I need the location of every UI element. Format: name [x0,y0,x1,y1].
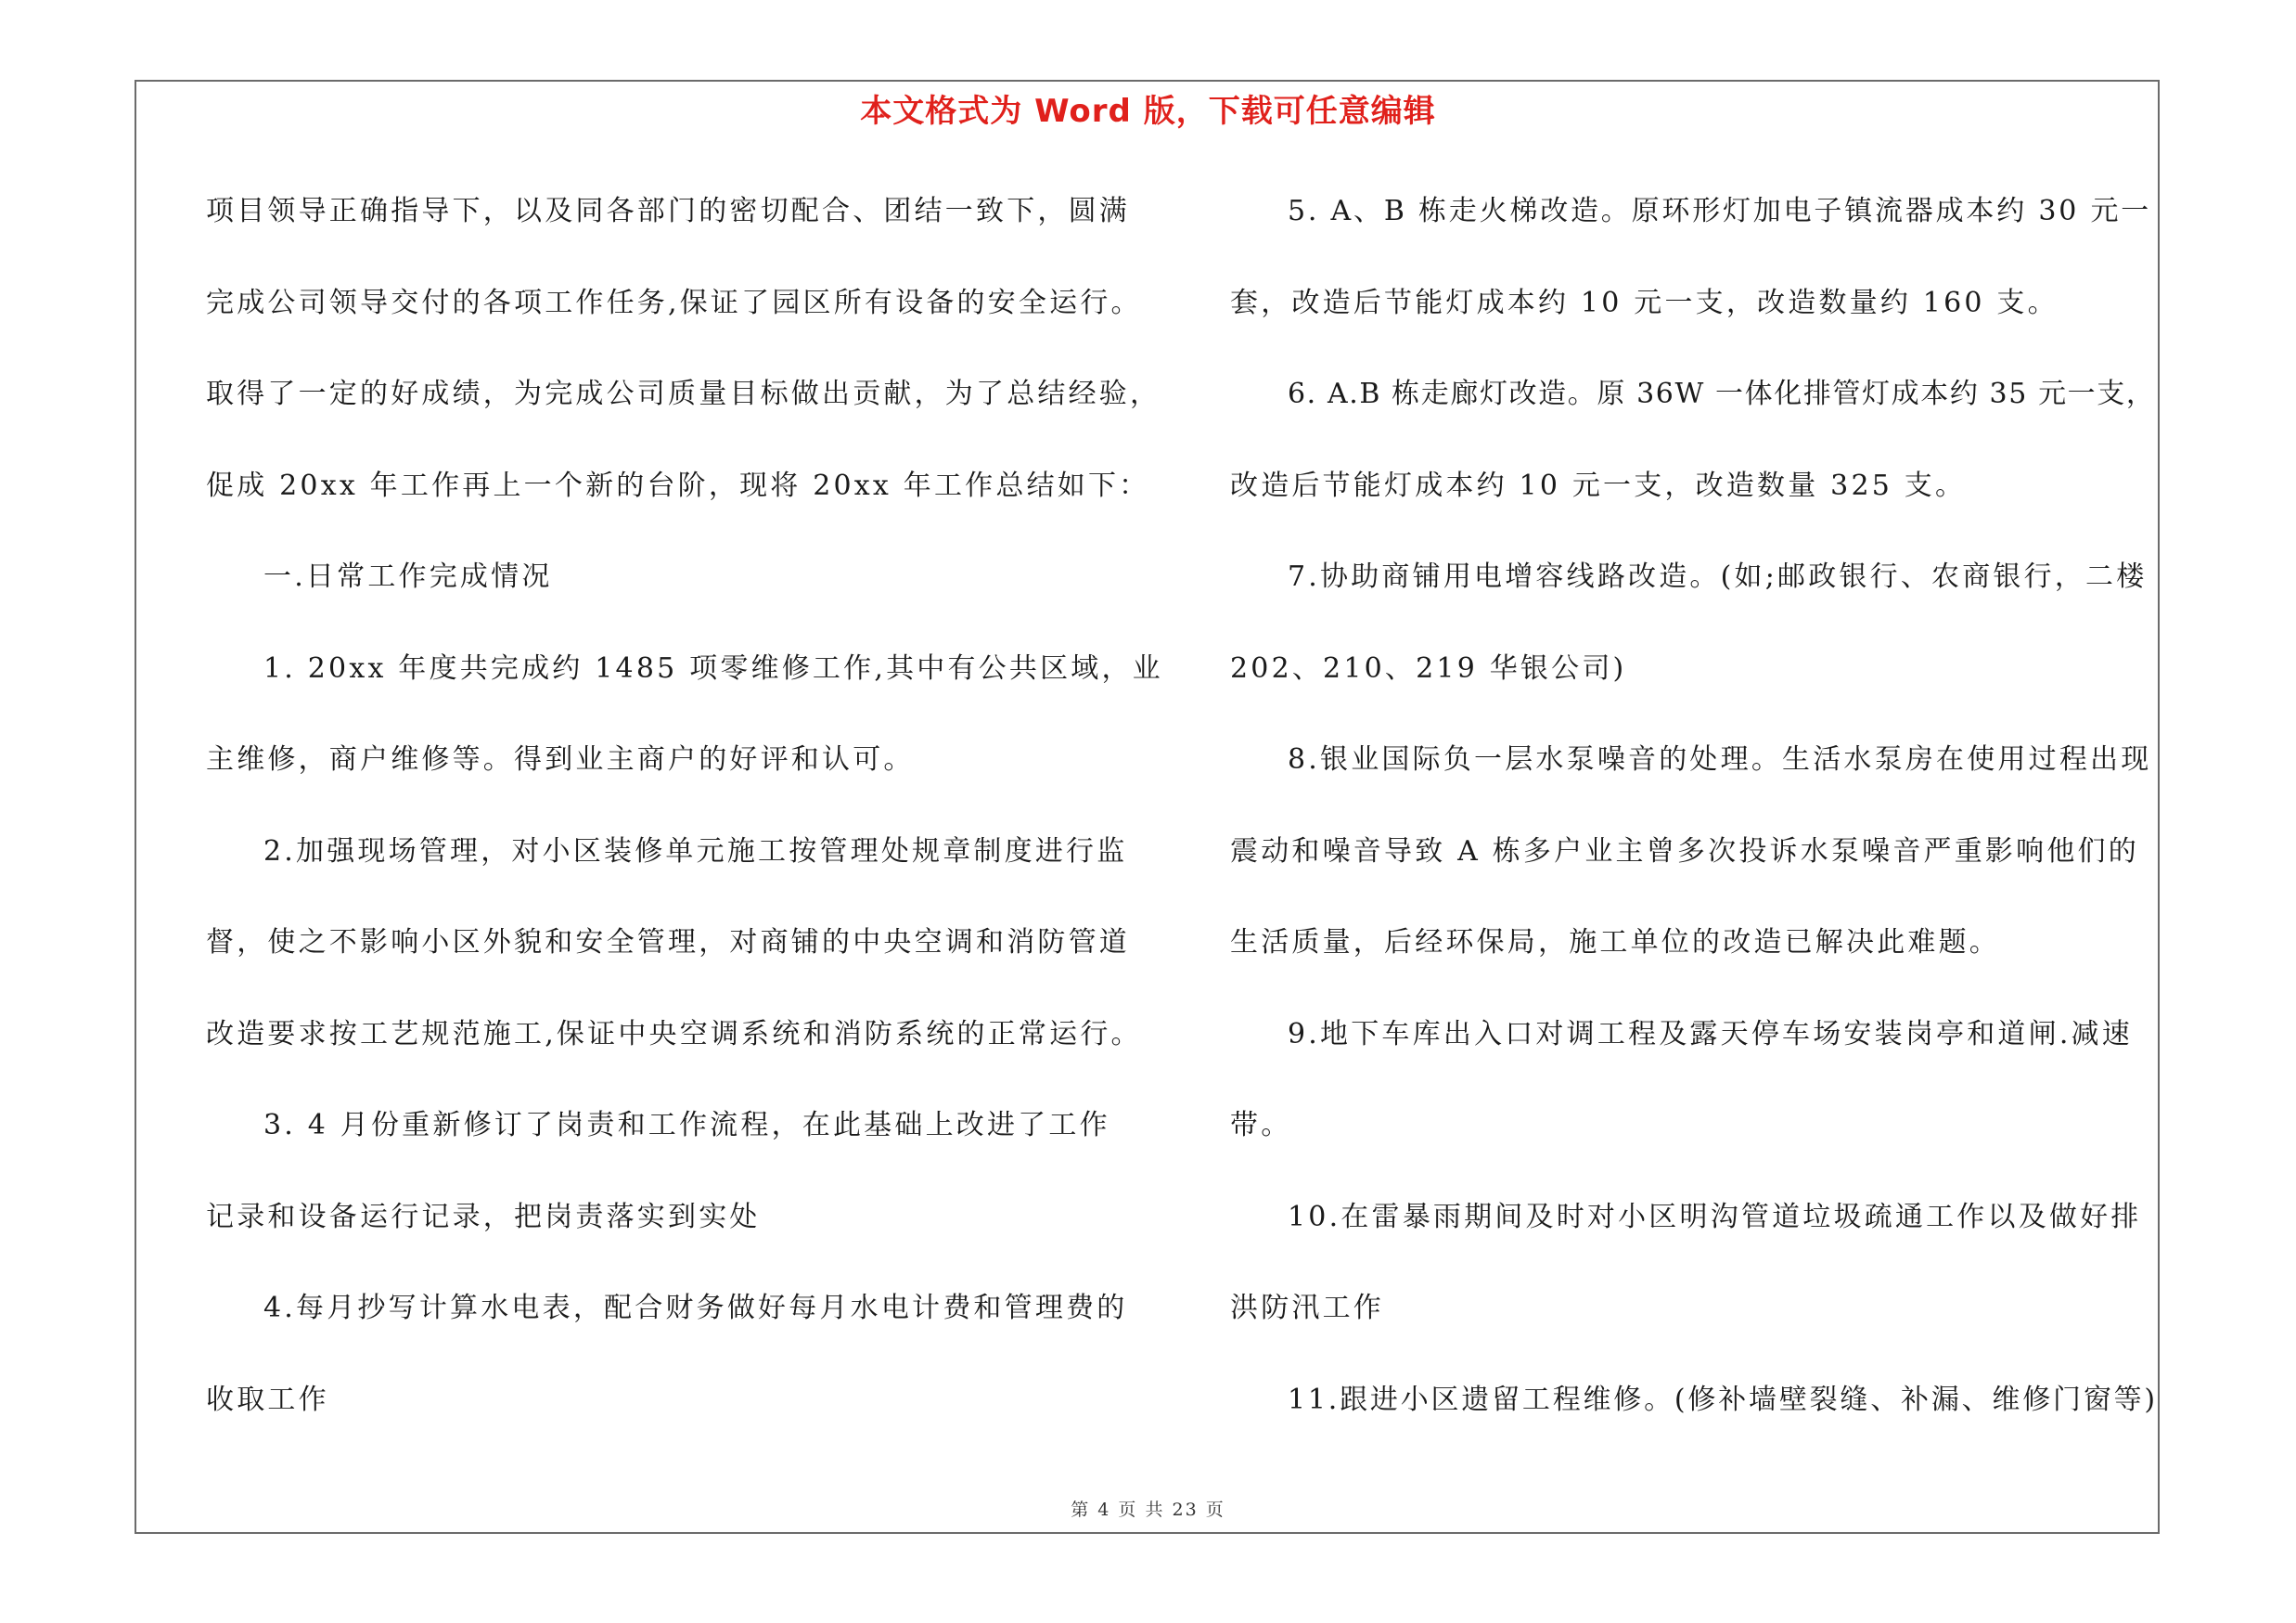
left-line-4: 促成 20xx 年工作再上一个新的台阶，现将 20xx 年工作总结如下： [206,470,1150,502]
right-line-10: 9.地下车库出入口对调工程及露天停车场安装岗亭和道闸.减速 [1288,1018,2133,1050]
right-line-2: 套，改造后节能灯成本约 10 元一支，改造数量约 160 支。 [1230,287,2059,319]
header-banner: 本文格式为 Word 版，下载可任意编辑 [860,93,1436,130]
right-line-9: 生活质量，后经环保局，施工单位的改造已解决此难题。 [1230,926,2000,959]
right-line-1: 5. A、B 栋走火梯改造。原环形灯加电子镇流器成本约 30 元一 [1288,195,2152,227]
right-line-4: 改造后节能灯成本约 10 元一支，改造数量 325 支。 [1230,470,1967,502]
left-line-8: 2.加强现场管理，对小区装修单元施工按管理处规章制度进行监 [263,835,1128,868]
right-line-7: 8.银业国际负一层水泵噪音的处理。生活水泵房在使用过程出现 [1288,743,2152,776]
page-indicator: 第 4 页 共 23 页 [1071,1500,1225,1520]
left-line-10: 改造要求按工艺规范施工,保证中央空调系统和消防系统的正常运行。 [206,1018,1142,1050]
left-column [206,0,1199,1623]
left-line-7: 主维修，商户维修等。得到业主商户的好评和认可。 [206,743,915,776]
left-section-heading: 一.日常工作完成情况 [263,560,553,593]
right-column [1230,0,2158,1623]
left-line-1: 项目领导正确指导下，以及同各部门的密切配合、团结一致下，圆满 [206,195,1130,227]
left-line-3: 取得了一定的好成绩，为完成公司质量目标做出贡献，为了总结经验， [206,378,1161,410]
left-line-14: 收取工作 [206,1384,329,1416]
right-line-5: 7.协助商铺用电增容线路改造。(如;邮政银行、农商银行，二楼 [1288,560,2148,593]
right-line-13: 洪防汛工作 [1230,1292,1384,1324]
right-line-8: 震动和噪音导致 A 栋多户业主曾多次投诉水泵噪音严重影响他们的 [1230,835,2139,868]
right-line-3: 6. A.B 栋走廊灯改造。原 36W 一体化排管灯成本约 35 元一支， [1288,378,2156,410]
left-line-11: 3. 4 月份重新修订了岗责和工作流程，在此基础上改进了工作 [263,1109,1110,1141]
right-line-11: 带。 [1230,1109,1292,1141]
left-line-13: 4.每月抄写计算水电表，配合财务做好每月水电计费和管理费的 [263,1292,1128,1324]
right-line-6: 202、210、219 华银公司) [1230,652,1627,685]
left-line-2: 完成公司领导交付的各项工作任务,保证了园区所有设备的安全运行。 [206,287,1142,319]
left-line-12: 记录和设备运行记录，把岗责落实到实处 [206,1201,761,1233]
left-line-6: 1. 20xx 年度共完成约 1485 项零维修工作,其中有公共区域，业 [263,652,1163,685]
left-line-9: 督，使之不影响小区外貌和安全管理，对商铺的中央空调和消防管道 [206,926,1130,959]
right-line-12: 10.在雷暴雨期间及时对小区明沟管道垃圾疏通工作以及做好排 [1288,1201,2142,1233]
right-line-14: 11.跟进小区遗留工程维修。(修补墙壁裂缝、补漏、维修门窗等) [1288,1384,2158,1416]
